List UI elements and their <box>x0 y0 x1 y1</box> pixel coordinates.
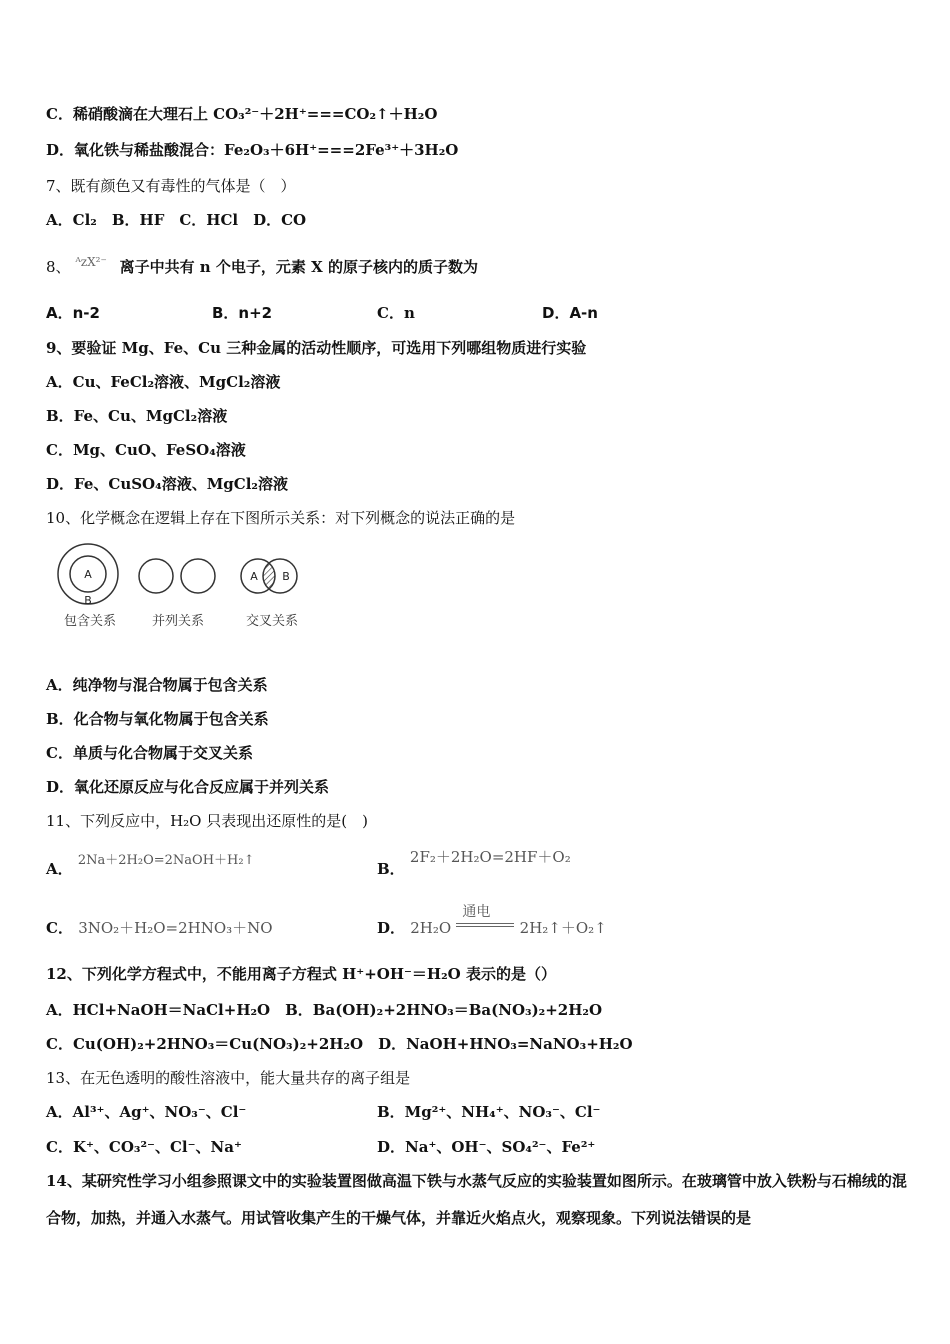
question-8-number: 8、 <box>46 258 71 276</box>
option-6c: C．稀硝酸滴在大理石上 CO₃²⁻＋2H⁺===CO₂↑＋H₂O <box>46 105 438 123</box>
option-8d: D．A-n <box>542 304 598 322</box>
option-11c-label: C． <box>46 919 73 937</box>
option-8a: A．n-2 <box>46 304 100 322</box>
double-line <box>456 923 514 927</box>
option-11b-label: B． <box>377 860 405 878</box>
question-11: 11、下列反应中，H₂O 只表现出还原性的是( ) <box>46 812 368 830</box>
option-10b: B．化合物与氧化物属于包含关系 <box>46 710 269 728</box>
option-9d: D．Fe、CuSO₄溶液、MgCl₂溶液 <box>46 475 288 493</box>
option-10c: C．单质与化合物属于交叉关系 <box>46 744 253 762</box>
option-10d: D．氧化还原反应与化合反应属于并列关系 <box>46 778 330 796</box>
option-11d-label: D． <box>377 919 406 937</box>
option-11b <box>377 846 571 878</box>
condition-text: 通电 <box>462 904 491 920</box>
option-6d: D．氧化铁与稀盐酸混合：Fe₂O₃＋6H⁺===2Fe³⁺＋3H₂O <box>46 141 459 159</box>
intersection-diagram <box>241 559 297 593</box>
equation-11b: 2F₂＋2H₂O=2HF＋O₂ <box>409 848 571 866</box>
parallel-diagram <box>139 559 215 593</box>
question-8 <box>46 255 478 277</box>
option-8c: C．n <box>377 304 415 322</box>
ion-symbol: ᴬzX²⁻ <box>75 255 107 269</box>
option-11c <box>46 917 273 938</box>
options-12ab: A．HCl+NaOH＝NaCl+H₂O B．Ba(OH)₂+2HNO₃＝Ba(NO₃)₂+2H₂O <box>46 1001 603 1019</box>
question-9: 9、要验证 Mg、Fe、Cu 三种金属的活动性顺序，可选用下列哪组物质进行实验 <box>46 339 587 357</box>
option-8b: B．n+2 <box>212 304 273 322</box>
option-13a: A．Al³⁺、Ag⁺、NO₃⁻、Cl⁻ <box>46 1103 247 1121</box>
label-intersection: 交叉关系 <box>245 614 299 629</box>
option-11a <box>46 848 255 878</box>
label-inclusion: 包含关系 <box>63 614 117 629</box>
equation-11d-right: 2H₂↑＋O₂↑ <box>519 919 607 937</box>
question-14: 14、某研究性学习小组参照课文中的实验装置图做高温下铁与水蒸气反应的实验装置如图所示。在玻璃管中放入铁粉与石棉绒的混合物，加热，并通入水蒸气。用试管收集产生的干燥气体，并靠近火焰点火，观察现象。下列说法错误的是 <box>46 1172 907 1227</box>
reaction-condition <box>456 904 514 935</box>
options-12cd: C．Cu(OH)₂+2HNO₃＝Cu(NO₃)₂+2H₂O D．NaOH+HNO₃=NaNO₃+H₂O <box>46 1035 633 1053</box>
inner-label-a: A <box>84 568 92 581</box>
question-12: 12、下列化学方程式中，不能用离子方程式 H⁺+OH⁻＝H₂O 表示的是（） <box>46 965 556 983</box>
option-10a: A．纯净物与混合物属于包含关系 <box>46 676 268 694</box>
option-13b: B．Mg²⁺、NH₄⁺、NO₃⁻、Cl⁻ <box>377 1103 601 1121</box>
relationship-diagram <box>50 540 320 640</box>
option-9b: B．Fe、Cu、MgCl₂溶液 <box>46 407 228 425</box>
cross-label-b: B <box>282 570 290 583</box>
cross-label-a: A <box>250 570 258 583</box>
question-7: 7、既有颜色又有毒性的气体是（ ） <box>46 177 296 195</box>
option-13c: C．K⁺、CO₃²⁻、Cl⁻、Na⁺ <box>46 1138 242 1156</box>
outer-label-b: B <box>84 594 92 607</box>
option-9a: A．Cu、FeCl₂溶液、MgCl₂溶液 <box>46 373 281 391</box>
option-9c: C．Mg、CuO、FeSO₄溶液 <box>46 441 246 459</box>
option-11d <box>377 904 607 938</box>
equation-11a: 2Na＋2H₂O=2NaOH＋H₂↑ <box>77 853 255 868</box>
option-11a-label: A． <box>46 860 73 878</box>
question-13: 13、在无色透明的酸性溶液中，能大量共存的离子组是 <box>46 1069 411 1087</box>
question-10: 10、化学概念在逻辑上存在下图所示关系：对下列概念的说法正确的是 <box>46 509 516 527</box>
equation-11c: 3NO₂＋H₂O=2HNO₃＋NO <box>78 919 273 937</box>
equation-11d-left: 2H₂O <box>410 919 452 937</box>
inclusion-diagram <box>58 544 118 607</box>
label-parallel: 并列关系 <box>151 614 205 629</box>
question-7-options: A．Cl₂ B．HF C．HCl D．CO <box>46 211 307 229</box>
question-8-text: 离子中共有 n 个电子，元素 X 的原子核内的质子数为 <box>119 258 479 276</box>
option-13d: D．Na⁺、OH⁻、SO₄²⁻、Fe²⁺ <box>377 1138 596 1156</box>
